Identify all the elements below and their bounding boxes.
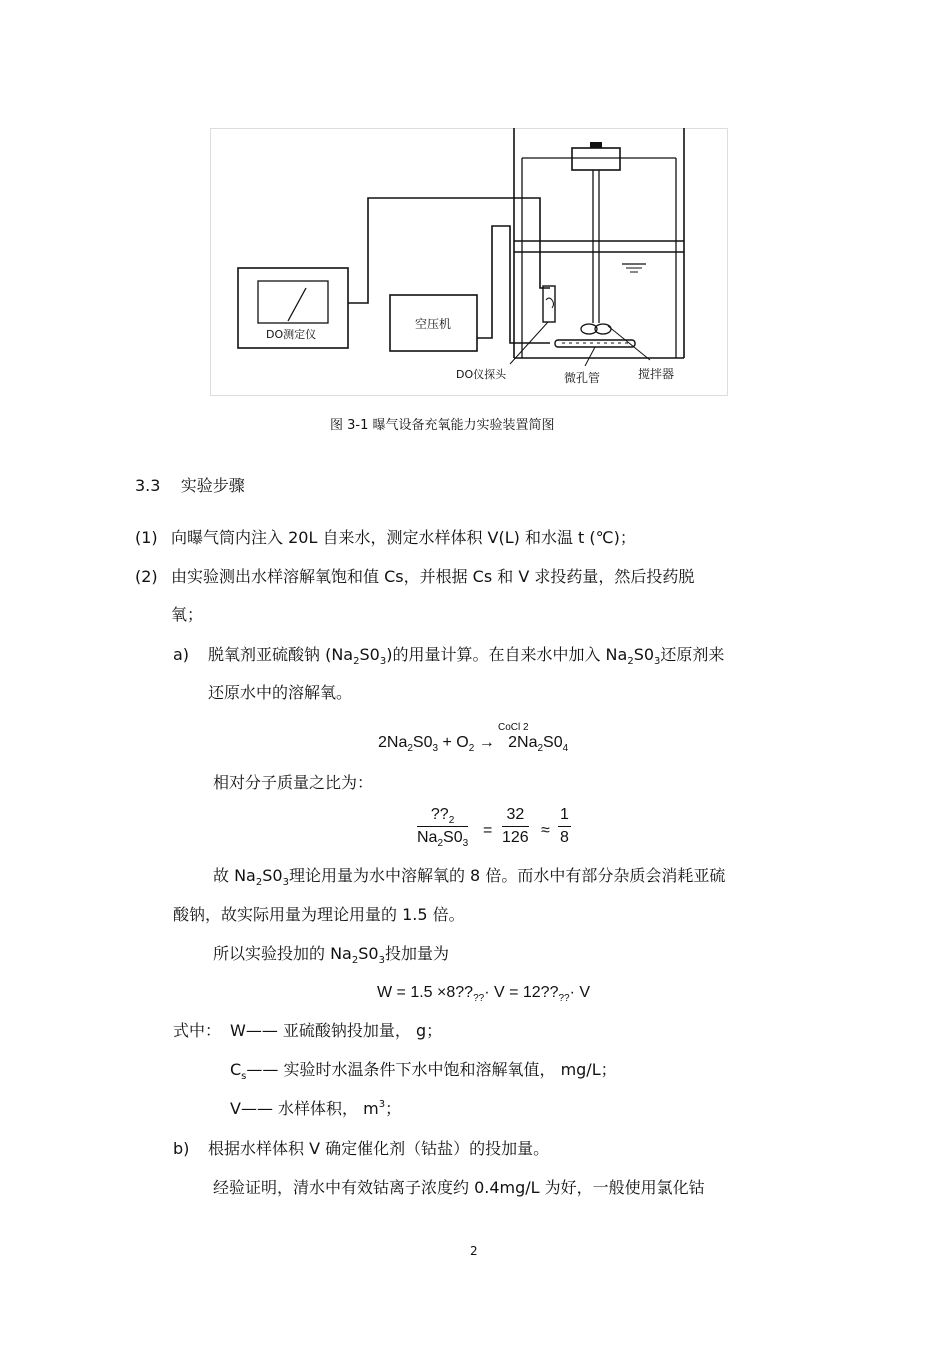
section-number: 3.3 bbox=[135, 476, 161, 495]
eq-rhs-na: 2Na bbox=[508, 734, 538, 751]
catalyst-label: CoCl 2 bbox=[498, 722, 529, 733]
formula-sub-2: ?? bbox=[558, 993, 570, 1004]
frac-equals: = bbox=[483, 822, 493, 839]
stirrer-motor-cap bbox=[590, 142, 602, 148]
p1-a: 故 Na bbox=[213, 866, 256, 885]
eq-sub: 3 bbox=[432, 743, 439, 754]
diffuser-label: 微孔管 bbox=[564, 371, 601, 385]
v-definition bbox=[230, 1099, 401, 1122]
p2-b: S0 bbox=[358, 944, 379, 963]
frac-mid-den: 126 bbox=[502, 829, 529, 846]
a-line-1-end: 还原剂来 bbox=[660, 645, 725, 664]
a-line-1-mid: S0 bbox=[359, 645, 380, 664]
a-sub-3b: 3 bbox=[654, 656, 661, 667]
formula-sub: ?? bbox=[473, 993, 485, 1004]
frac-left-num bbox=[417, 806, 468, 827]
step-1-label: (1) bbox=[135, 528, 158, 547]
step-2-line-1: 由实验测出水样溶解氧饱和值 Cs，并根据 Cs 和 V 求投药量，然后投药脱 bbox=[171, 567, 695, 586]
stirrer-leader bbox=[608, 326, 650, 360]
frac-left-den bbox=[417, 827, 468, 847]
eq-lhs-so: S0 bbox=[412, 734, 433, 751]
p1-b: S0 bbox=[262, 866, 283, 885]
fraction-mid bbox=[502, 806, 529, 847]
p2-a: 所以实验投加的 Na bbox=[213, 944, 352, 963]
cs-text: —— 实验时水温条件下水中饱和溶解氧值， mg/L； bbox=[246, 1060, 617, 1079]
frac-left-den-na: Na bbox=[417, 829, 438, 846]
cs-sub: s bbox=[241, 1071, 247, 1082]
a-sub-3: 3 bbox=[379, 656, 387, 667]
a-line-1-post: )的用量计算。在自来水中加入 Na bbox=[386, 645, 628, 664]
substep-b-label: b) bbox=[173, 1139, 190, 1158]
para-1-line-1 bbox=[213, 866, 725, 889]
eq-o: O bbox=[456, 734, 469, 751]
step-2-label: (2) bbox=[135, 567, 158, 586]
stirrer-label: 搅拌器 bbox=[638, 367, 675, 381]
v-text: V—— 水样体积， m bbox=[230, 1099, 379, 1118]
frac-left-num-text: ?? bbox=[430, 806, 449, 823]
stirrer-motor bbox=[572, 148, 620, 170]
w-definition: W—— 亚硫酸钠投加量， g； bbox=[230, 1021, 443, 1040]
where-label: 式中： bbox=[173, 1021, 222, 1040]
section-heading bbox=[135, 476, 245, 496]
frac-left-den-so: S0 bbox=[443, 829, 463, 846]
frac-sub: 3 bbox=[462, 838, 469, 849]
fraction-right bbox=[558, 806, 571, 847]
p2-c: 投加量为 bbox=[384, 944, 449, 963]
p2-sub: 3 bbox=[378, 955, 385, 966]
do-meter-display bbox=[258, 281, 328, 323]
ratio-intro: 相对分子质量之比为： bbox=[213, 773, 374, 792]
a-line-1-mid-b: S0 bbox=[633, 645, 655, 664]
step-2-line-2: 氧； bbox=[171, 605, 204, 624]
probe-wave bbox=[546, 298, 554, 308]
dosage-formula bbox=[377, 984, 590, 1002]
substep-a-label: a) bbox=[173, 645, 190, 664]
probe-label: DO仪探头 bbox=[456, 368, 507, 381]
frac-approx: ≈ bbox=[541, 822, 550, 839]
para-1-line-2: 酸钠，故实际用量为理论用量的 1.5 倍。 bbox=[173, 905, 465, 924]
frac-left-num-sub: 2 bbox=[448, 815, 455, 826]
frac-right-den: 8 bbox=[560, 829, 569, 846]
eq-sub: 2 bbox=[468, 743, 475, 754]
a-sub-2b: 2 bbox=[627, 656, 634, 667]
formula-end: · V bbox=[569, 984, 591, 1001]
page-number: 2 bbox=[470, 1244, 478, 1258]
p1-c: 理论用量为水中溶解氧的 8 倍。而水中有部分杂质会消耗亚硫 bbox=[288, 866, 726, 885]
eq-sub: 2 bbox=[407, 743, 413, 754]
eq-sub: 4 bbox=[562, 743, 569, 754]
p1-sub: 3 bbox=[282, 877, 289, 888]
diffuser-leader bbox=[585, 347, 595, 366]
diffuser-tube bbox=[555, 340, 635, 347]
formula-mid: · V = 12?? bbox=[484, 984, 559, 1001]
section-title: 实验步骤 bbox=[180, 476, 245, 495]
probe-cable bbox=[348, 198, 550, 303]
meter-label: DO测定仪 bbox=[266, 328, 317, 341]
apparatus-diagram bbox=[210, 128, 728, 396]
v-end: ； bbox=[385, 1099, 402, 1118]
fraction-left bbox=[417, 806, 468, 847]
p1-sub: 2 bbox=[255, 877, 263, 888]
step-1-text: 向曝气筒内注入 20L 自来水，测定水样体积 V(L) 和水温 t (℃)； bbox=[171, 528, 636, 547]
cs-c: C bbox=[230, 1060, 242, 1079]
do-meter-needle bbox=[288, 288, 306, 321]
frac-mid-num: 32 bbox=[502, 806, 529, 827]
eq-lhs-na: 2Na bbox=[378, 734, 408, 751]
cs-definition bbox=[230, 1060, 617, 1083]
compressor-label: 空压机 bbox=[415, 317, 452, 331]
substep-b-text: 根据水样体积 V 确定催化剂（钴盐）的投加量。 bbox=[208, 1139, 550, 1158]
eq-rhs-so: S0 bbox=[543, 734, 563, 751]
a-sub-2: 2 bbox=[353, 656, 360, 667]
formula-a: W = 1.5 ×8?? bbox=[377, 984, 474, 1001]
substep-a-line-1 bbox=[208, 645, 724, 668]
apparatus-figure bbox=[210, 128, 728, 396]
figure-caption: 图 3-1 曝气设备充氧能力实验装置简图 bbox=[330, 418, 555, 433]
frac-right-num: 1 bbox=[558, 806, 571, 827]
p2-sub: 2 bbox=[351, 955, 359, 966]
substep-a-line-2: 还原水中的溶解氧。 bbox=[208, 683, 353, 702]
eq-sub: 2 bbox=[537, 743, 544, 754]
eq-arrow: → bbox=[478, 734, 495, 751]
para-2-line bbox=[213, 944, 449, 967]
eq-plus: + bbox=[438, 734, 457, 751]
para-3-line: 经验证明，清水中有效钴离子浓度约 0.4mg/L 为好，一般使用氯化钴 bbox=[213, 1178, 705, 1197]
a-line-1-pre: 脱氧剂亚硫酸钠 (Na bbox=[208, 645, 354, 664]
reaction-equation bbox=[378, 734, 568, 752]
frac-sub: 2 bbox=[437, 838, 444, 849]
v-sup: 3 bbox=[378, 1099, 386, 1110]
